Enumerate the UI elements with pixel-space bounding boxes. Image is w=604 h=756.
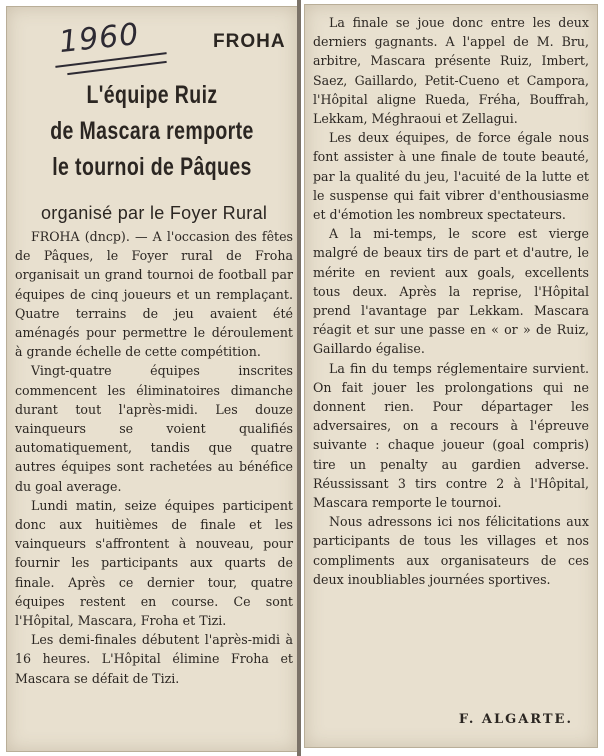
paragraph: Vingt-quatre équipes inscrites commencent les éliminatoires dimanche durant tout l'après-midi. Les douze vainqueurs se voient qualifiés automatiquement, tandis que quatre autres équipes sont rachetées au bénéfice du goal average. [15,363,293,494]
paragraph: Les deux équipes, de force égale nous font assister à une finale de toute beauté, par la qualité du jeu, l'acuité de la lutte et le suspense qui fait vibrer d'enthousiasme et d'émotion les nombreux spectateurs. [313,130,589,223]
handwritten-year: 1960 [57,16,141,61]
headline-line-3: le tournoi de Pâques [52,153,252,181]
subheadline: organisé par le Foyer Rural [41,203,268,223]
paragraph: Les demi-finales débutent l'après-midi à 16 heures. L'Hôpital élimine Froha et Mascara se défait de Tizi. [15,632,293,686]
column-divider [297,0,301,756]
clipping-right-column [304,4,598,748]
left-article-body [15,227,293,688]
dateline: FROHA [213,31,286,52]
paragraph: A la mi-temps, le score est vierge malgré de beaux tirs de part et d'autre, le mérite en revient aux goals, excellents tous deux. Après la reprise, l'Hôpital prend l'avantage par Lekkam. Mascara réagit et sur une passe en « or » de Ruiz, Gaillardo égalise. [313,226,589,357]
right-article-body [313,13,589,589]
paragraph: Nous adressons ici nos félicitations aux participants de tous les villages et nos compliments aux organisateurs de ces deux inoubliables journées sportives. [313,514,589,587]
headline-line-1: L'équipe Ruiz [86,81,218,109]
headline-line-2: de Mascara remporte [50,117,254,145]
clipping-left-column [6,6,298,752]
author-signature: F. ALGARTE. [458,712,573,727]
paragraph: FROHA (dncp). — A l'occasion des fêtes de Pâques, le Foyer rural de Froha organisait un grand tournoi de football par équipes de cinq joueurs et un remplaçant. Quatre terrains de jeu avaient été aménagés pour permettre le déroulement à grande échelle de cette compétition. [15,229,293,360]
paragraph: Lundi matin, seize équipes participent donc aux huitièmes de finale et les vainqueurs s'affrontent à nouveau, pour fournir les participants aux quarts de finale. Après ce dernier tour, quatre équipes restent en course. Ce sont l'Hôpital, Mascara, Froha et Tizi. [15,497,293,629]
headline [47,77,258,185]
paragraph: La finale se joue donc entre les deux derniers gagnants. A l'appel de M. Bru, arbitre, Mascara présente Ruiz, Imbert, Saez, Gaillardo, Petit-Cueno et Campora, l'Hôpital aligne Rueda, Fréha, Bouffrah, Lekkam, Méghraoui et Zellagui. [313,15,589,127]
paragraph: La fin du temps réglementaire survient. On fait jouer les prolongations qui ne donnent rien. Pour départager les adversaires, on a recours à l'épreuve suivante : chaque joueur (goal compris) tire un penalty au gardien adverse. Réussissant 3 tirs contre 2 à l'Hôpital, Mascara remporte le tournoi. [313,360,589,511]
